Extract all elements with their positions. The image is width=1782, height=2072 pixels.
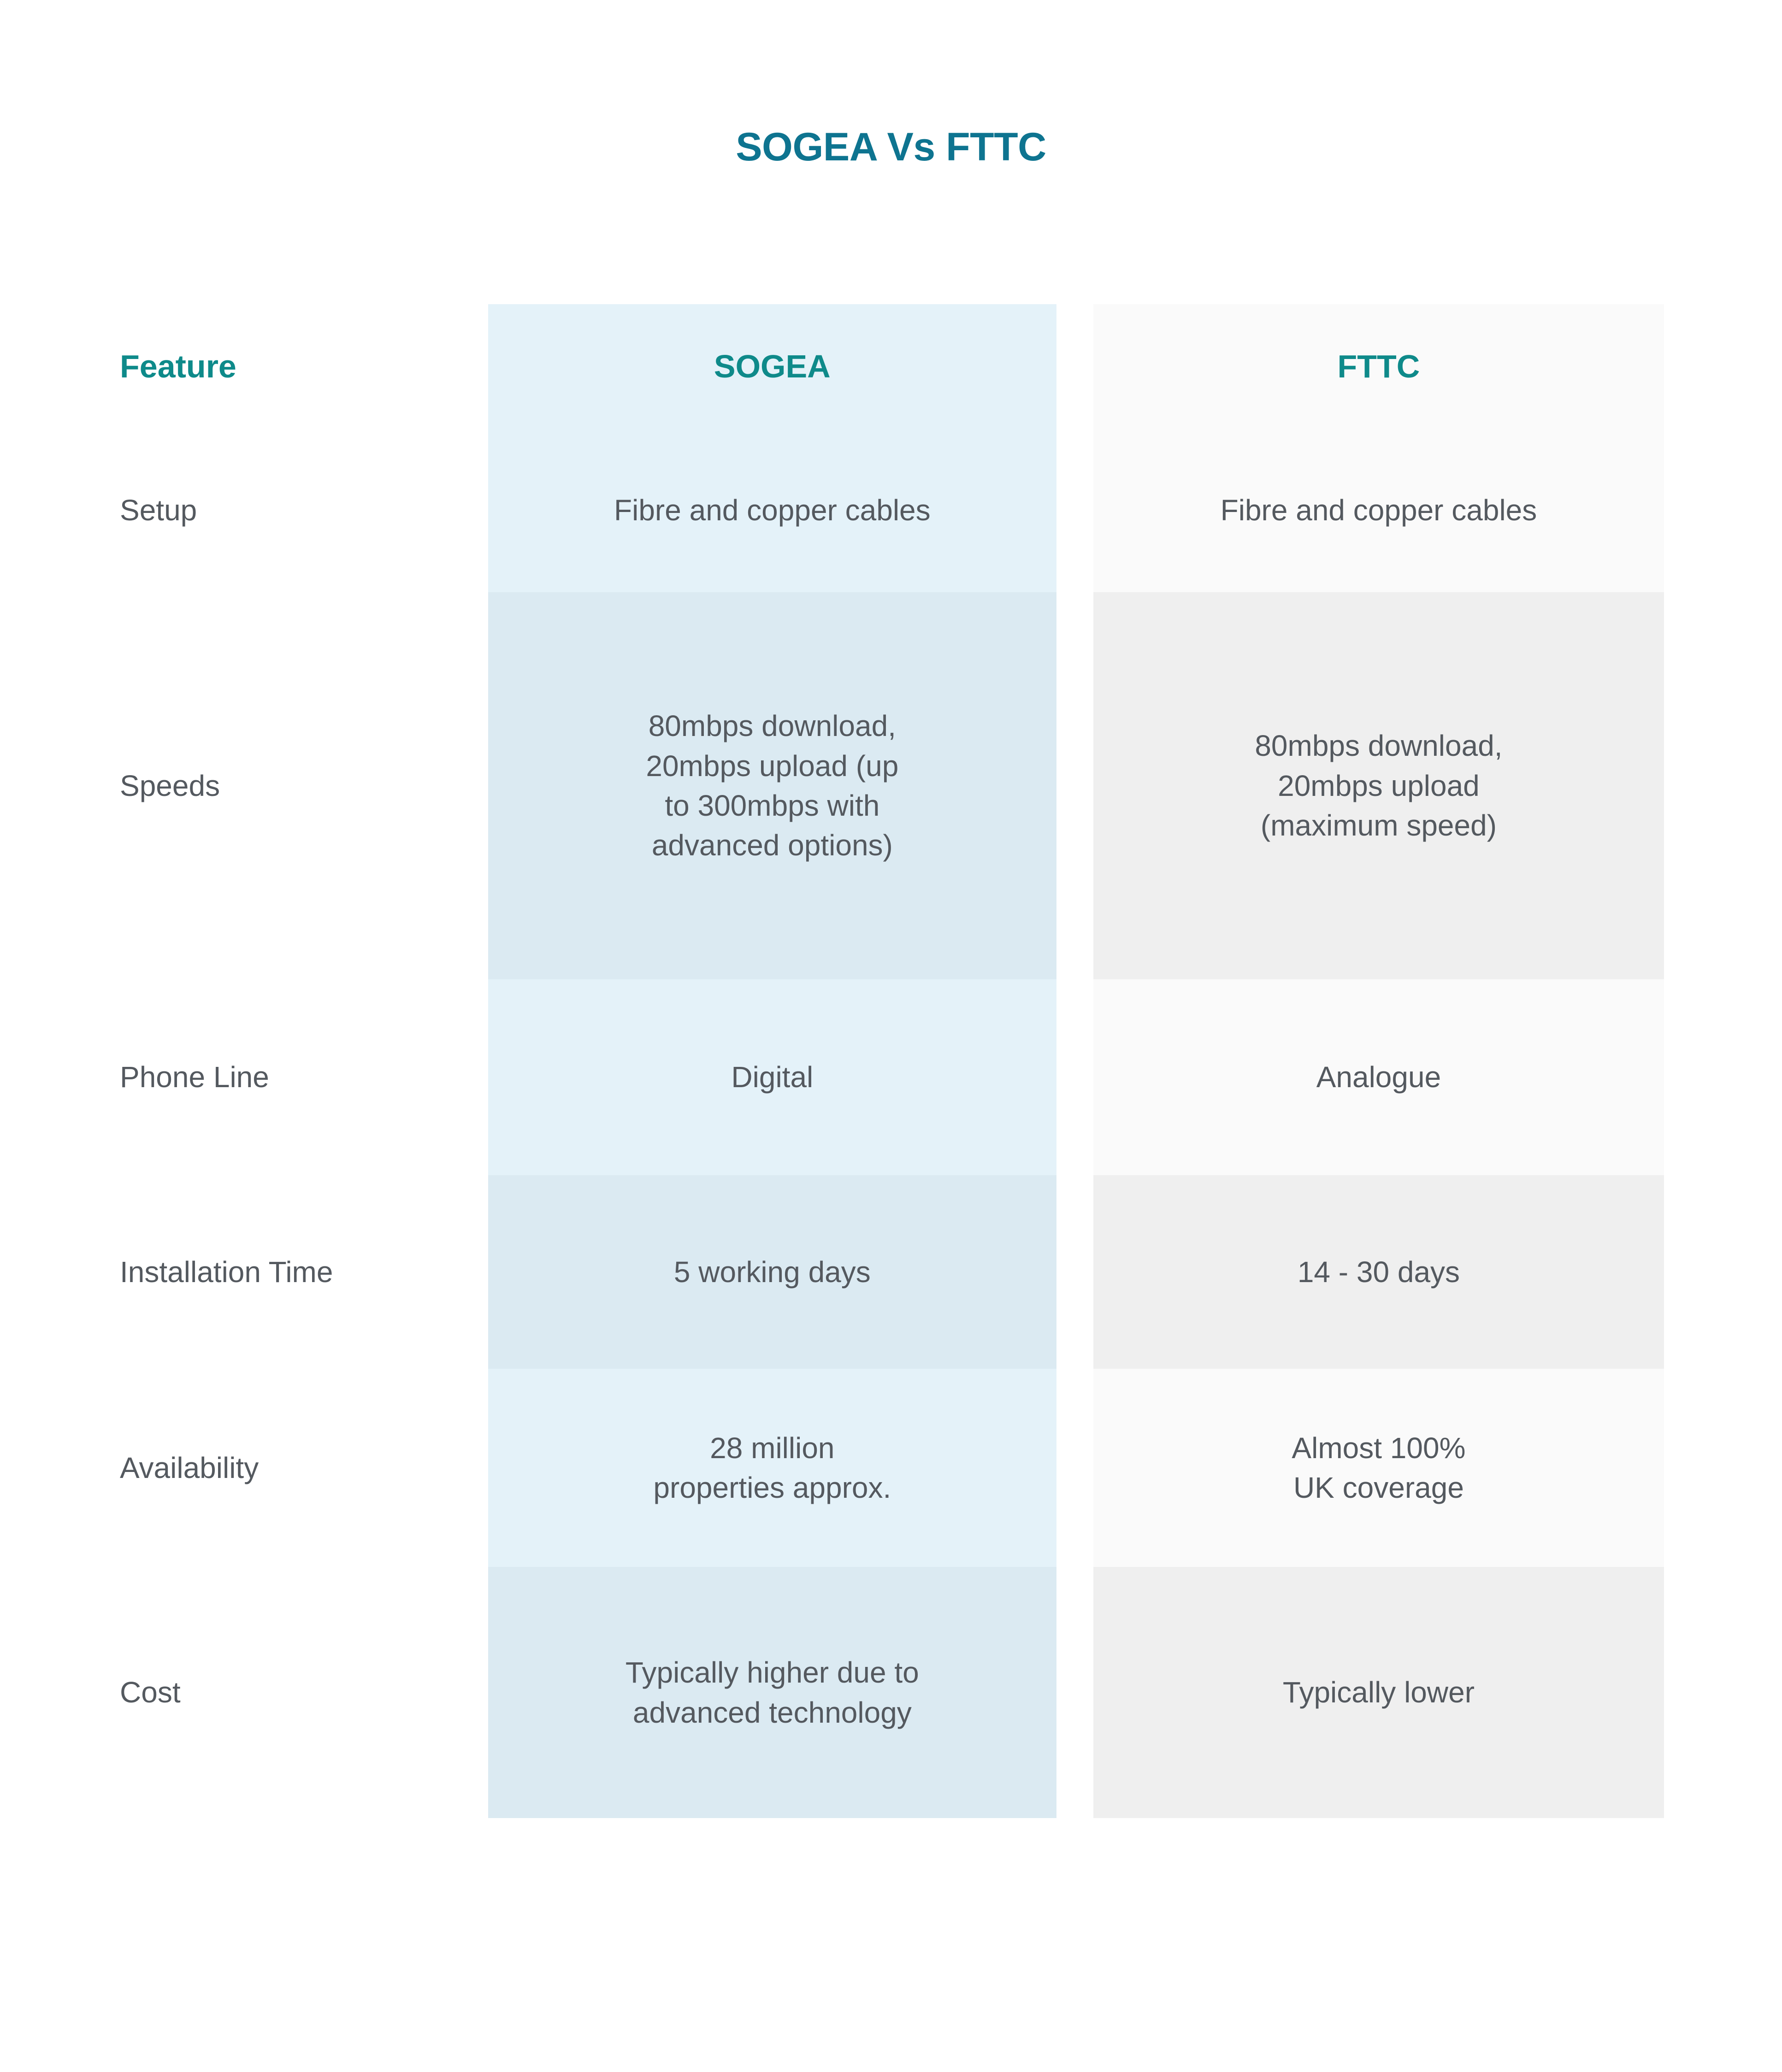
- column-gap: [1056, 1369, 1093, 1567]
- column-gap: [1056, 1175, 1093, 1369]
- column-gap: [1056, 1567, 1093, 1818]
- table-row: [115, 1369, 1664, 1567]
- row-label-speeds: Speeds: [115, 592, 488, 979]
- table-row: [115, 1175, 1664, 1369]
- cell-fttc-setup: Fibre and copper cables: [1093, 429, 1664, 592]
- table-header-row: [115, 304, 1664, 429]
- row-label-setup: Setup: [115, 429, 488, 592]
- cell-sogea-installation-time: 5 working days: [488, 1175, 1056, 1369]
- cell-sogea-setup: Fibre and copper cables: [488, 429, 1056, 592]
- column-gap: [1056, 429, 1093, 592]
- cell-fttc-speeds: 80mbps download, 20mbps upload (maximum speed): [1093, 592, 1664, 979]
- column-gap: [1056, 592, 1093, 979]
- cell-fttc-phone-line: Analogue: [1093, 979, 1664, 1175]
- header-feature: Feature: [115, 304, 488, 429]
- cell-fttc-cost: Typically lower: [1093, 1567, 1664, 1818]
- row-label-installation-time: Installation Time: [115, 1175, 488, 1369]
- page-title: SOGEA Vs FTTC: [736, 125, 1046, 169]
- cell-fttc-installation-time: 14 - 30 days: [1093, 1175, 1664, 1369]
- table-row: [115, 592, 1664, 979]
- header-fttc: FTTC: [1093, 304, 1664, 429]
- row-label-phone-line: Phone Line: [115, 979, 488, 1175]
- row-label-availability: Availability: [115, 1369, 488, 1567]
- cell-sogea-phone-line: Digital: [488, 979, 1056, 1175]
- column-gap: [1056, 304, 1093, 429]
- cell-sogea-availability: 28 million properties approx.: [488, 1369, 1056, 1567]
- column-gap: [1056, 979, 1093, 1175]
- header-sogea: SOGEA: [488, 304, 1056, 429]
- cell-sogea-cost: Typically higher due to advanced technology: [488, 1567, 1056, 1818]
- cell-fttc-availability: Almost 100% UK coverage: [1093, 1369, 1664, 1567]
- table-row: [115, 429, 1664, 592]
- comparison-table: [115, 304, 1664, 1818]
- cell-sogea-speeds: 80mbps download, 20mbps upload (up to 300mbps with advanced options): [488, 592, 1056, 979]
- table-row: [115, 979, 1664, 1175]
- table-row: [115, 1567, 1664, 1818]
- row-label-cost: Cost: [115, 1567, 488, 1818]
